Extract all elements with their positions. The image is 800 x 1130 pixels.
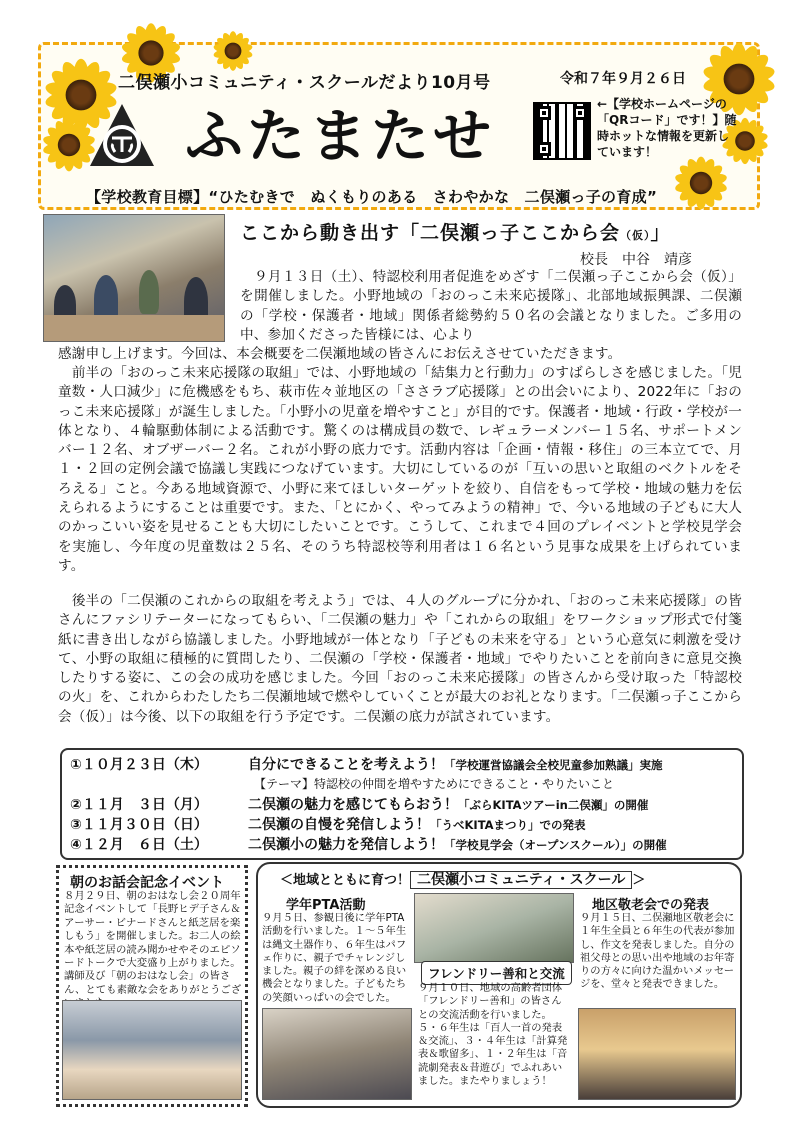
friendly-title: フレンドリー善和と交流 (422, 962, 571, 984)
story-event-photo (62, 1000, 242, 1100)
newsletter-subtitle: 二俣瀬小コミュニティ・スクールだより10月号 (118, 73, 491, 93)
meeting-photo (43, 214, 225, 342)
schedule-item: ③１１月３０日（日） 二俣瀬の自慢を発信しよう！「うべKITAまつり」での発表 (70, 817, 586, 833)
pta-title: 学年PTA活動 (282, 893, 369, 914)
story-event-text: ８月２９日、朝のおはなし会２０周年記念イベントして「長野ヒデ子さん＆アーサー・ビナードさんと紙芝居を楽しもう」を開催しました。お二人の絵本や紙芝居の読み聞かせやそのエピソードトークで大変盛り上がりました。講師及び「朝のおはなし会」の皆さん、とても素敵な会をありがとうござ (64, 890, 242, 996)
community-school-title: ＜地域とともに育つ！ 二俣瀬小コミュニティ・スクール ＞ (280, 872, 646, 888)
newsletter-title: ふたまたせ (185, 102, 496, 170)
article-paragraph-2: 前半の「おのっこ未来応援隊の取組」では、小野地域の「結集力と行動力」のすばらしさを感じました。「児童数・人口減少」に危機感をもち、萩市佐々並地区の「ささラブ応援隊」との出会いにより、2022年に「おのっこ未来応援隊」が誕生しました。「小野小の児童を増やすこと」が目的です。保護者・地域・行政・学校が一体となり、４輪駆動体制による活動です。驚くのは構成員の数で、レギュラーメンバー１５名、サポートメンバー１２名、オブザーバー２名。これが小野の底力です。活動内容は「企画・情報・移住」の三本立てで、月１・２回の定例会議で協議し実践につなげています。大切にしているのが「互いの思いと取組のベクトルをそろえる」こと。今ある地域資源で、小野に来てほしいターゲットを絞り、自信をもって学校・地域の魅力を伝えられるようにすることは重要です。また、「とにかく、やってみようの精神」で、今いる地域の子どもに大人のかっこいい姿を見せることも大切にしたいことです。こうして、これまで４回のプレイベントと学校見学会を実施し、今年度の児童数は２５名、そのうち特認校等利用者は１６名という見事な成果を上げられています。 (58, 365, 742, 574)
article-title: ここから動き出す「二俣瀬っ子ここから会（仮）」 (240, 222, 671, 244)
qr-code[interactable] (533, 102, 591, 160)
pta-photo (262, 1008, 412, 1100)
schedule-box (60, 748, 744, 860)
schedule-item: ②１１月 ３日（月） 二俣瀬の魅力を感じてもらおう！「ぶらKITAツアーin二俣瀬」の開催 (70, 797, 649, 813)
school-goal: 【学校教育目標】“ひたむきで ぬくもりのある さわやかな 二俣瀬っ子の育成” (86, 188, 658, 206)
schedule-theme: 【テーマ】特認校の仲間を増やすためにできること・やりたいこと (254, 777, 615, 791)
elders-title: 地区敬老会での発表 (588, 893, 713, 914)
friendly-text: ９月１０日、地域の高齢者団体「フレンドリー善和」の皆さんとの交流活動を行いました。５・６年生は「百人一首の発表＆交流」、３・４年生は「計算発表＆歌留多」、１・２年生は「音読劇発表＆昔遊び」でふれあいました。またやりましょう！ (418, 982, 568, 1088)
article-paragraph-1a: ９月１３日（土）、特認校利用者促進をめざす「二俣瀬っ子ここから会（仮）」を開催しました。小野地域の「おのっこ未来応援隊」、北部地域振興課、二俣瀬の「学校・保護者・地域」関係者総勢約５０名の会議となりました。ご多用の中、参加くださった皆様には、心より (240, 269, 742, 343)
issue-date: 令和７年９月２６日 (560, 71, 686, 87)
story-event-title: 朝のお話会記念イベント (70, 875, 224, 891)
schedule-item: ①１０月２３日（木） 自分にできることを考えよう！「学校運営協議会全校児童参加熟議」実施 (70, 757, 663, 773)
schedule-item: ④１２月 ６日（土） 二俣瀬小の魅力を発信しよう！「学校見学会（オープンスクール）」の開催 (70, 837, 667, 853)
school-emblem-icon (88, 100, 156, 170)
article-author: 校長 中谷 靖彦 (580, 252, 692, 268)
sunflower-icon (213, 31, 253, 71)
article-paragraph-1b: 感謝申し上げます。今回は、本会概要を二俣瀬地域の皆さんにお伝えさせていただきます。 (58, 346, 622, 362)
article-paragraph-3: 後半の「二俣瀬のこれからの取組を考えよう」では、４人のグループに分かれ、「おのっこ未来応援隊」の皆さんにファシリテーターになってもらい、「二俣瀬の魅力」や「これからの取組」をワークショップ形式で付箋紙に書き出しながら協議しました。小野地域が一体となり「子どもの未来を守る」という心意気に刺激を受けて、小野の取組に積極的に質問したり、二俣瀬の「学校・保護者・地域」でやりたいことを前向きに意見交換したりする姿に、この会の成功を感じました。今回「おのっこ未来応援隊」の皆さんから受け取った「特認校の火」を、これからわたしたち二俣瀬地域で燃やしていくことが最大のお礼となります。「二俣瀬っ子ここから会（仮）」は今後、以下の取組を行う予定です。二俣瀬の底力が試されています。 (58, 593, 742, 725)
sunflower-icon (675, 157, 728, 210)
pta-text: ９月５日、参観日後に学年PTA活動を行いました。１～５年生は縄文土器作り、６年生はパフェ作りに、親子でチャレンジしました。親子の絆を深める良い機会となりました。子どもたちの笑顔いっぱいの会でした。 (262, 912, 407, 1004)
elders-text: ９月１５日、二俣瀬地区敬老会に１年生全員と６年生の代表が参加し、作文を発表しました。自分の祖父母との思い出や地域のお年寄りの方々に向けた温かいメッセージを、堂々と発表できました。 (580, 912, 735, 991)
friendly-photo (414, 893, 574, 963)
elders-photo (578, 1008, 736, 1100)
qr-note: ←【学校ホームページの「QRコード」です！】随時ホットな情報を更新しています！ (597, 97, 737, 159)
